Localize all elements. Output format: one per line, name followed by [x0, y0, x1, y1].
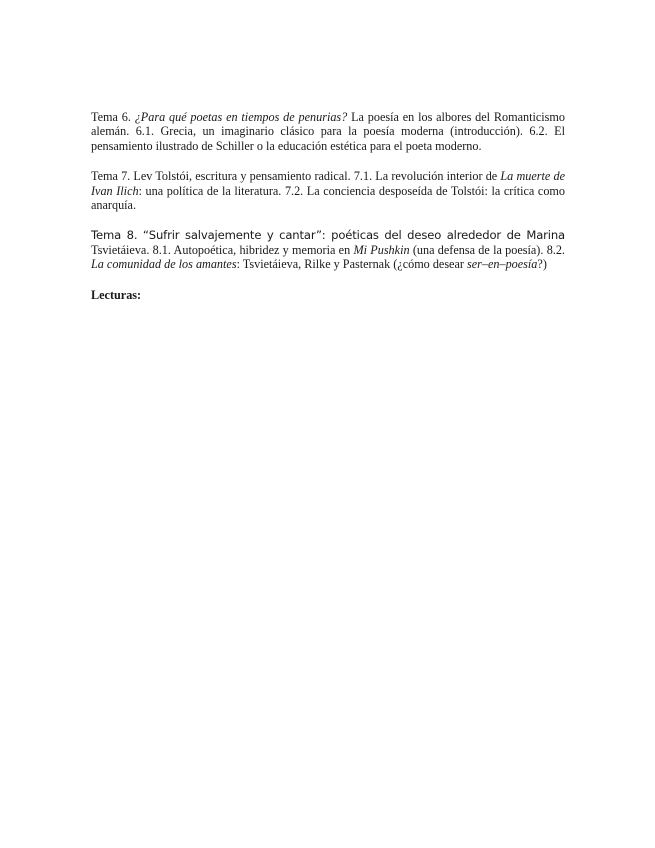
tema-8-lead: Tema 8. “Sufrir salvajemente y cantar”: poéticas del deseo alrededor de Marina: [91, 228, 565, 243]
tema-8-italic-c: ser–en–poesía: [467, 257, 538, 272]
tema-8-italic-b: La comunidad de los amantes: [91, 257, 237, 272]
tema-7-title: La muerte de Ivan Ilich: [91, 169, 565, 198]
tema-6-paragraph: [91, 110, 565, 153]
tema-8-italic-a: Mi Pushkin: [353, 242, 410, 257]
tema-7-paragraph: [91, 169, 565, 212]
tema-7-text-a: Tema 7. Lev Tolstói, escritura y pensamiento radical. 7.1. La revolución interior de: [91, 169, 501, 184]
tema-6-title: ¿Para qué poetas en tiempos de penurias?: [134, 110, 348, 124]
lecturas-heading: Lecturas:: [91, 287, 142, 302]
document-body: [91, 110, 565, 302]
tema-8-text-b: (una defensa de la poesía). 8.2.: [409, 242, 565, 257]
tema-6-text: La poesía en los albores del Romanticismo alemán. 6.1. Grecia, un imaginario clásico para la poesía moderna (introducción). 6.2. El pensamiento ilustrado de Schiller o la educación estética para el poeta moderno.: [91, 110, 565, 153]
tema-6-label: Tema 6.: [91, 110, 135, 124]
tema-8-text-a: Tsvietáieva. 8.1. Autopoética, hibridez y memoria en: [91, 242, 354, 257]
tema-7-text-b: : una política de la literatura. 7.2. La conciencia desposeída de Tolstói: la crítica como anarquía.: [91, 183, 565, 213]
tema-8-paragraph: [91, 228, 565, 271]
tema-8-text-d: ?): [537, 257, 547, 272]
tema-8-text-c: : Tsvietáieva, Rilke y Pasternak (¿cómo desear: [236, 257, 467, 272]
